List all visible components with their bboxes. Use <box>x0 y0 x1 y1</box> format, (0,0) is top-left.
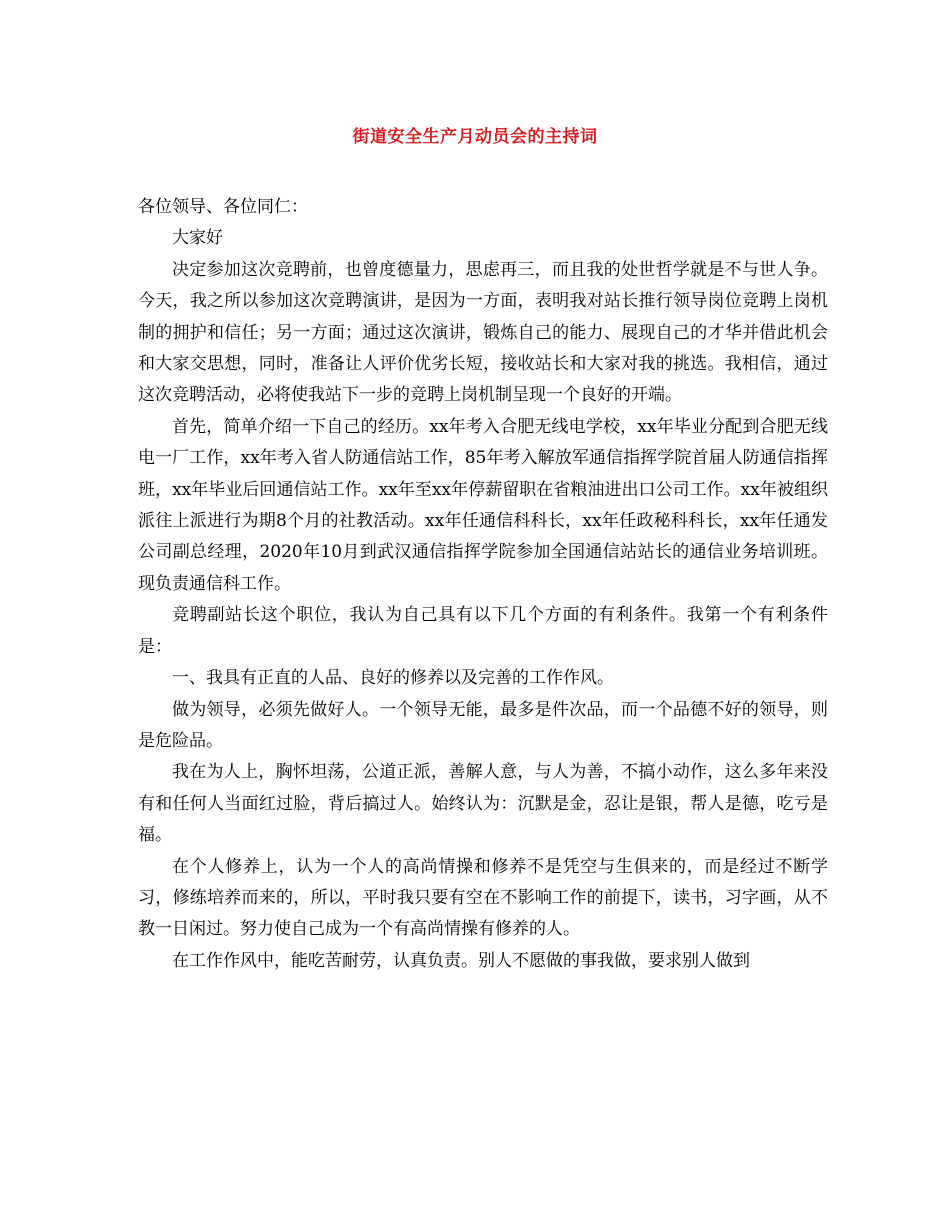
paragraph: 我在为人上，胸怀坦荡，公道正派，善解人意，与人为善，不搞小动作，这么多年来没有和任何人当面红过脸，背后搞过人。始终认为：沉默是金，忍让是银，帮人是德，吃亏是福。 <box>138 762 828 846</box>
paragraph: 做为领导，必须先做好人。一个领导无能，最多是件次品，而一个品德不好的领导，则是危险品。 <box>138 699 828 751</box>
paragraph: 在工作作风中，能吃苦耐劳，认真负责。别人不愿做的事我做，要求别人做到 <box>172 950 750 971</box>
paragraph: 大家好 <box>172 228 223 249</box>
salutation: 各位领导、各位同仁： <box>138 197 308 217</box>
document-body <box>138 192 828 977</box>
paragraph: 一、我具有正直的人品、良好的修养以及完善的工作作风。 <box>172 668 614 689</box>
paragraph: 决定参加这次竞聘前，也曾度德量力，思虑再三，而且我的处世哲学就是不与世人争。今天，我之所以参加这次竞聘演讲，是因为一方面，表明我对站长推行领导岗位竞聘上岗机制的拥护和信任；另一方面；通过这次演讲，锻炼自己的能力、展现自己的才华并借此机会和大家交思想，同时，准备让人评价优劣长短，接收站长和大家对我的挑选。我相信，通过这次竞聘活动，必将使我站下一步的竞聘上岗机制呈现一个良好的开端。 <box>138 259 828 406</box>
document-title: 街道安全生产月动员会的主持词 <box>352 127 598 147</box>
paragraph: 首先，简单介绍一下自己的经历。xx年考入合肥无线电学校，xx年毕业分配到合肥无线电一厂工作，xx年考入省人防通信站工作，85年考入解放军通信指挥学院首届人防通信指挥班，xx年毕业后回通信站工作。xx年至xx年停薪留职在省粮油进出口公司工作。xx年被组织派往上派进行为期8个月的社教活动。xx年任通信科科长，xx年任政秘科科长，xx年任通发公司副总经理，2020年10月到武汉通信指挥学院参加全国通信站站长的通信业务培训班。现负责通信科工作。 <box>138 416 828 594</box>
paragraph: 在个人修养上，认为一个人的高尚情操和修养不是凭空与生俱来的，而是经过不断学习，修练培养而来的，所以，平时我只要有空在不影响工作的前提下，读书，习字画，从不教一日闲过。努力使自己成为一个有高尚情操有修养的人。 <box>138 856 828 940</box>
paragraph: 竞聘副站长这个职位，我认为自己具有以下几个方面的有利条件。我第一个有利条件是： <box>138 605 828 657</box>
